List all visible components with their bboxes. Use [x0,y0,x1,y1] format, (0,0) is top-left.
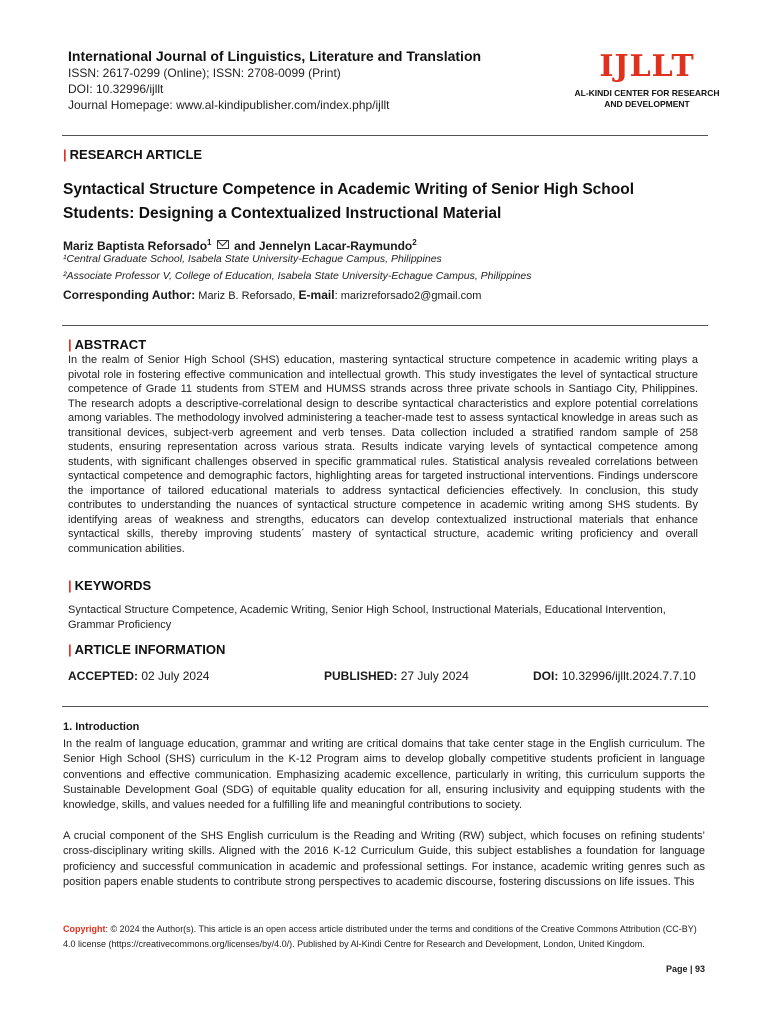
intro-paragraph-1: In the realm of language education, grammar and writing are critical domains that take center stage in the English curriculum. The Senior High School (SHS) curriculum in the K-12 Program aims to develop globally competitive students proficient in language conventions and effective communication. Emphasizing academic excellence, particularly in writing, this curriculum supports the Sustainable Development Goal (SDG) of equitable quality education for all, ensuring inclusivity and equipping students with the knowledge, skills, and values needed for a fulfilling life and meaningful contributions to society. [63,738,705,812]
copyright-text: : © 2024 the Author(s). This article is an open access article distributed under the terms and conditions of the Creative Commons Attribution (CC-BY) 4.0 license (https://creativecommons.org/licenses/by/4.0/). Published by Al-Kindi Centre for Research and Development, London, United Kingdom. [63,924,697,949]
section-bar-icon: | [63,147,67,162]
accepted-label: ACCEPTED: [68,669,139,683]
journal-header [68,47,538,113]
page-number: Page | 93 [665,964,705,974]
copyright-footer [63,922,703,952]
abstract-heading-label: ABSTRACT [74,337,147,352]
affiliation-1: ¹Central Graduate School, Isabela State University-Echague Campus, Philippines [63,253,442,265]
abstract-divider [62,325,708,326]
logo-subtitle-1: AL-KINDI CENTER FOR RESEARCH [574,88,720,98]
keywords-heading [68,578,151,594]
doi-value[interactable]: 10.32996/ijllt.2024.7.7.10 [561,669,696,683]
doi-label: DOI: [533,669,559,683]
copyright-label: Copyright [63,924,106,934]
author-1: Mariz Baptista Reforsado [63,239,208,253]
author-2: Jennelyn Lacar-Raymundo [258,239,413,253]
article-doi [533,668,696,684]
intro-heading: 1. Introduction [63,721,140,733]
abstract-heading [68,337,146,353]
keywords-heading-label: KEYWORDS [74,578,152,593]
article-type [63,147,202,163]
corresponding-email[interactable]: marizreforsado2@gmail.com [340,290,482,302]
section-bar-icon: | [68,642,72,657]
journal-issn: ISSN: 2617-0299 (Online); ISSN: 2708-0099 (Print) [68,66,341,80]
journal-logo [572,50,722,110]
abstract-text: In the realm of Senior High School (SHS) education, mastering syntactical structure competence in academic writing plays a pivotal role in fostering effective communication and intellectual growth. This study investigates the level of syntactical structure competence of Grade 11 students from STEM and HUMSS strands across three private schools in Santiago City, Philippines. The research adopts a descriptive-correlational design to describe syntactical characteristics and explore potential correlations among variables. The methodology involved administering a teacher-made test to assess syntactical knowledge in areas such as transitional devices, subject-verb agreement and verb tenses. Data collection included a stratified random sample of 258 students, ensuring representation across various strata. Results indicate varying levels of syntactical competence among students, with significant challenges observed in specific grammatical rules. Statistical analysis revealed correlations between syntactical competence and demographic factors, highlighting areas for targeted instructional interventions. Findings underscore the importance of tailored educational materials to address syntactical deficiencies effectively. In conclusion, this study contributes to understanding the nuances of syntactical structure competence in academic writing among SHS students. By identifying areas of weakness and strengths, educators can develop contextualized instructional materials that enhance syntactical skills, thereby improving students´ mastery of syntactical structure, academic writing proficiency and overall communication abilities. [68,354,698,555]
intro-paragraph-2: A crucial component of the SHS English curriculum is the Reading and Writing (RW) subject, which focuses on refining students’ cross-disciplinary writing skills. Aligned with the 2016 K-12 Curriculum Guide, this subject establishes a foundation for language proficiency and successful communication in academic and professional settings. For instance, academic writing genres such as position papers enable students to contribute strong perspectives to academic discourse, fostering discussions on life issues. This [63,830,705,888]
author-1-sup: 1 [207,238,212,247]
published-date [324,668,469,684]
published-label: PUBLISHED: [324,669,398,683]
article-type-label: RESEARCH ARTICLE [69,147,203,162]
corresponding-name: Mariz B. Reforsado, [198,290,296,302]
journal-doi: DOI: 10.32996/ijllt [68,82,164,96]
journal-title: International Journal of Linguistics, Literature and Translation [68,48,482,64]
journal-homepage: Journal Homepage: www.al-kindipublisher.com/index.php/ijllt [68,98,390,112]
corresponding-author: Corresponding Author: Mariz B. Reforsado, E-mail: marizreforsado2@gmail.com [63,288,482,302]
corresponding-label: Corresponding Author: [63,288,196,302]
section-bar-icon: | [68,337,72,352]
logo-subtitle-2: AND DEVELOPMENT [604,99,690,109]
keywords-text: Syntactical Structure Competence, Academic Writing, Senior High School, Instructional Materials, Educational Intervention, Grammar Proficiency [68,604,666,631]
email-label: E-mail [298,288,335,302]
article-title: Syntactical Structure Competence in Academic Writing of Senior High School Students: Designing a Contextualized Instructional Material [63,181,635,222]
published-value: 27 July 2024 [400,669,469,683]
mail-icon[interactable] [217,240,229,249]
affiliation-2: ²Associate Professor V, College of Education, Isabela State University-Echague Campus, Philippines [63,270,532,282]
article-info-heading-label: ARTICLE INFORMATION [74,642,226,657]
header-divider [62,135,708,136]
logo-mark: IJLLT [599,49,695,84]
author-joiner: and [234,239,256,253]
section-bar-icon: | [68,578,72,593]
accepted-date [68,668,209,684]
body-divider [62,706,708,707]
article-info-heading [68,642,225,658]
author-2-sup: 2 [412,238,417,247]
accepted-value: 02 July 2024 [141,669,210,683]
